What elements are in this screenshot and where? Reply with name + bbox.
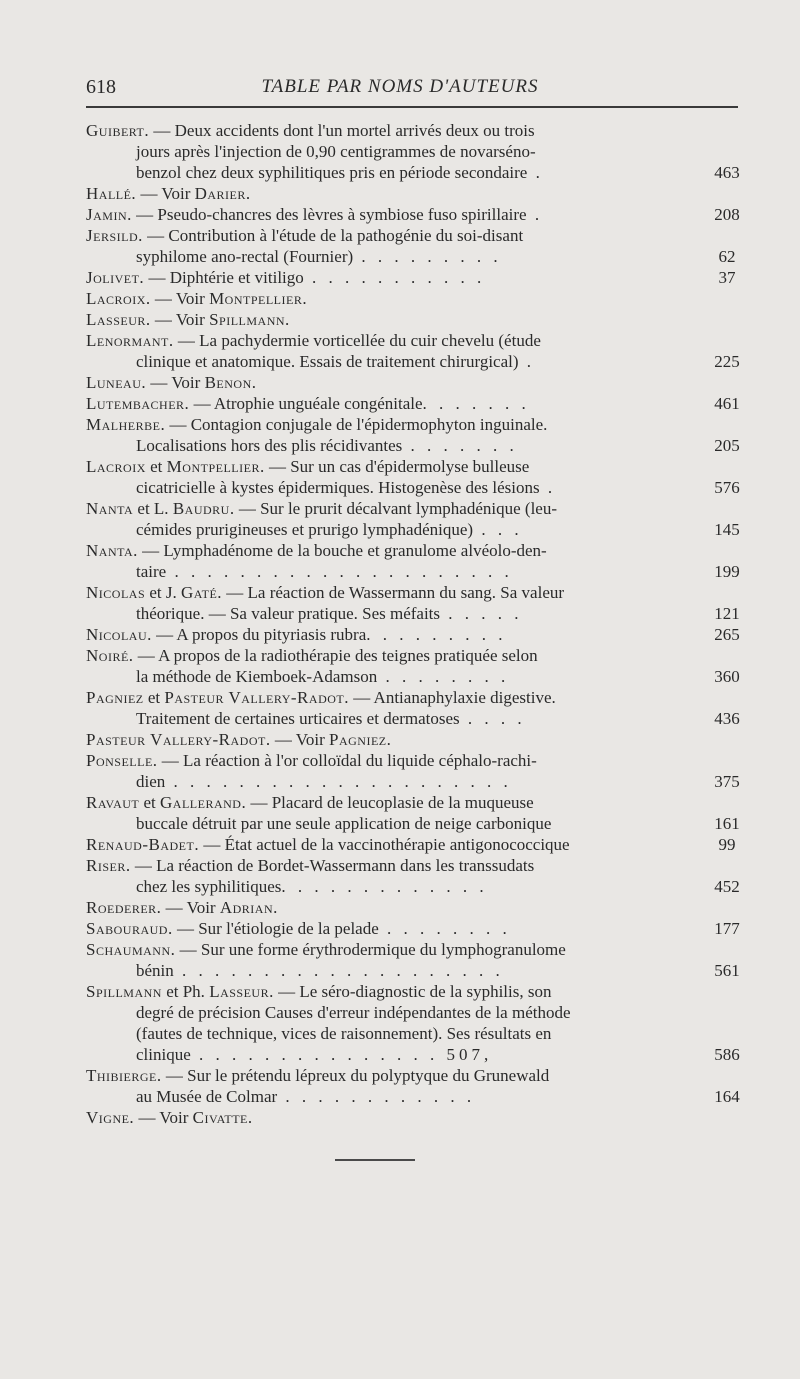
index-entry: [86, 582, 740, 624]
entry-text: la méthode de Kiemboek-Adamson: [136, 667, 378, 686]
entry-line: [86, 876, 740, 897]
author-index-list: [86, 120, 740, 1128]
entry-text: degré de précision Causes d'erreur indépendantes de la méthode: [136, 1003, 571, 1022]
entry-text: (fautes de technique, vices de raisonnement). Ses résultats en: [136, 1024, 552, 1043]
author-name: Noiré.: [86, 646, 134, 665]
dot-leader: . . . . . . . . .: [353, 247, 502, 266]
author-name: Malherbe.: [86, 415, 166, 434]
entry-line: [86, 330, 710, 351]
entry-line: [86, 1023, 710, 1044]
entry-line: [86, 582, 710, 603]
entry-line: [86, 1065, 710, 1086]
page-reference: 586: [714, 1045, 740, 1064]
author-name: Nanta: [86, 499, 134, 518]
entry-text: clinique et anatomique. Essais de traitement chirurgical): [136, 352, 519, 371]
author-name: Roederer.: [86, 898, 162, 917]
entry-text: benzol chez deux syphilitiques pris en période secondaire: [136, 163, 528, 182]
author-name: Jersild.: [86, 226, 143, 245]
dot-leader: . . .: [473, 520, 523, 539]
entry-line: [86, 162, 740, 183]
entry-text: — A propos du pityriasis rubra: [151, 625, 367, 644]
entry-text: — Diphtérie et vitiligo: [144, 268, 304, 287]
author-name: Jamin.: [86, 205, 132, 224]
index-entry: [86, 792, 740, 834]
author-name: Lasseur.: [86, 310, 151, 329]
entry-text: dien: [136, 772, 166, 791]
entry-text: et: [143, 688, 165, 707]
coauthor-name: Gaté.: [181, 583, 223, 602]
entry-text: — Sur le prurit décalvant lymphadénique (leu-: [234, 499, 558, 518]
entry-line: [86, 498, 710, 519]
dot-leader: . . . . . . . . . . . . .: [281, 877, 488, 896]
author-name: Luneau.: [86, 373, 147, 392]
entry-text: taire: [136, 562, 167, 581]
author-name: Jolivet.: [86, 268, 145, 287]
author-name: Pagniez: [86, 688, 144, 707]
author-name: Ravaut: [86, 793, 140, 812]
cross-reference: Spillmann.: [209, 310, 290, 329]
index-entry: [86, 288, 710, 309]
coauthor-name: Pasteur Vallery-Radot.: [164, 688, 349, 707]
entry-text: et: [145, 457, 167, 476]
author-name: Lacroix.: [86, 289, 151, 308]
entry-text: jours après l'injection de 0,90 centigrammes de novarséno-: [136, 142, 536, 161]
entry-line: [86, 267, 736, 288]
entry-line: [86, 1086, 740, 1107]
entry-text: — La réaction de Bordet-Wassermann dans les transsudats: [130, 856, 535, 875]
page-reference: 452: [714, 877, 740, 896]
entry-line: [86, 729, 710, 750]
entry-line: [86, 918, 740, 939]
entry-line: [86, 204, 740, 225]
entry-text: — Sur le prétendu lépreux du polyptyque du Grunewald: [161, 1066, 550, 1085]
entry-text: — Contagion conjugale de l'épidermophyton inguinale.: [165, 415, 548, 434]
cross-reference: Darier.: [194, 184, 251, 203]
index-entry: [86, 981, 740, 1065]
closing-rule: [335, 1159, 415, 1161]
entry-line: [86, 708, 740, 729]
entry-line: [86, 603, 740, 624]
index-entry: [86, 267, 736, 288]
page-reference: 576: [714, 478, 740, 497]
entry-text: — Voir: [136, 184, 195, 203]
entry-line: [86, 183, 710, 204]
entry-line: [86, 939, 710, 960]
index-entry: [86, 897, 710, 918]
entry-text: — État actuel de la vaccinothérapie antigonococcique: [199, 835, 570, 854]
entry-line: [86, 351, 740, 372]
entry-line: [86, 414, 710, 435]
dot-leader: . . . . . . . . . . . . . . . . . . . .: [173, 961, 504, 980]
entry-text: — La pachydermie vorticellée du cuir chevelu (étude: [173, 331, 541, 350]
index-entry: [86, 1107, 710, 1128]
entry-text: — Sur une forme érythrodermique du lymphogranulome: [175, 940, 566, 959]
entry-text: — Voir: [150, 310, 210, 329]
index-entry: [86, 120, 740, 183]
dot-leader: . . . . . . . . .: [366, 625, 507, 644]
entry-line: [86, 435, 740, 456]
entry-line: [86, 477, 740, 498]
dot-leader: . . . . . . . .: [377, 667, 510, 686]
author-name: Hallé.: [86, 184, 137, 203]
index-entry: [86, 687, 740, 729]
entry-text: et: [139, 793, 161, 812]
cross-reference: Civatte.: [192, 1108, 253, 1127]
page-reference: 208: [714, 205, 740, 224]
entry-line: [86, 225, 710, 246]
entry-text: — A propos de la radiothérapie des teignes pratiquée selon: [133, 646, 538, 665]
entry-text: clinique: [136, 1045, 191, 1064]
entry-text: — Le séro-diagnostic de la syphilis, son: [273, 982, 552, 1001]
entry-line: [86, 792, 710, 813]
entry-line: [86, 561, 740, 582]
entry-text: bénin: [136, 961, 174, 980]
entry-text: — Sur un cas d'épidermolyse bulleuse: [264, 457, 530, 476]
entry-text: — La réaction à l'or colloïdal du liquide céphalo-rachi-: [157, 751, 537, 770]
page-reference: 265: [714, 625, 740, 644]
entry-text: syphilome ano-rectal (Fournier): [136, 247, 354, 266]
entry-line: [86, 1002, 710, 1023]
dot-leader: . . . . .: [440, 604, 523, 623]
entry-line: [86, 624, 740, 645]
index-entry: [86, 750, 740, 792]
page-reference: 177: [714, 919, 740, 938]
entry-text: et L.: [133, 499, 173, 518]
dot-leader: .: [527, 163, 544, 182]
index-entry: [86, 855, 740, 897]
index-entry: [86, 729, 710, 750]
entry-line: [86, 456, 710, 477]
entry-text: Localisations hors des plis récidivantes: [136, 436, 403, 455]
entry-line: [86, 813, 740, 834]
entry-text: — Voir: [146, 373, 205, 392]
entry-line: [86, 1044, 740, 1065]
page-reference: 360: [714, 667, 740, 686]
author-name: Sabouraud.: [86, 919, 173, 938]
entry-text: et J.: [145, 583, 182, 602]
index-entry: [86, 540, 740, 582]
entry-text: — Lymphadénome de la bouche et granulome alvéolo-den-: [137, 541, 547, 560]
dot-leader: . . . . . . . .: [378, 919, 511, 938]
index-entry: [86, 414, 740, 456]
author-name: Renaud-Badet.: [86, 835, 200, 854]
entry-text: — Voir: [134, 1108, 193, 1127]
cross-reference: Pagniez.: [329, 730, 392, 749]
entry-line: [86, 855, 710, 876]
dot-leader: .: [539, 478, 557, 497]
author-name: Riser.: [86, 856, 131, 875]
entry-text: — Voir: [270, 730, 330, 749]
index-entry: [86, 834, 736, 855]
author-name: Lenormant.: [86, 331, 174, 350]
dot-leader: . . . . . . . . . . .: [303, 268, 486, 287]
entry-text: cicatricielle à kystes épidermiques. Histogenèse des lésions: [136, 478, 540, 497]
entry-line: [86, 897, 710, 918]
index-entry: [86, 1065, 740, 1107]
author-name: Nicolas: [86, 583, 146, 602]
entry-text: — Voir: [150, 289, 210, 308]
dot-leader: .: [518, 352, 536, 371]
page-reference: 164: [714, 1087, 740, 1106]
index-entry: [86, 372, 710, 393]
page-reference: 99: [718, 835, 736, 854]
entry-line: [86, 834, 736, 855]
entry-text: chez les syphilitiques: [136, 877, 282, 896]
author-name: Spillmann: [86, 982, 162, 1001]
running-title: TABLE PAR NOMS D'AUTEURS: [261, 76, 539, 97]
index-entry: [86, 624, 740, 645]
entry-text: théorique. — Sa valeur pratique. Ses méfaits: [136, 604, 441, 623]
author-name: Lacroix: [86, 457, 146, 476]
entry-text: Traitement de certaines urticaires et dermatoses: [136, 709, 460, 728]
page-reference: 225: [714, 352, 740, 371]
entry-line: [86, 960, 740, 981]
entry-text: — Contribution à l'étude de la pathogénie du soi-disant: [142, 226, 524, 245]
index-entry: [86, 183, 710, 204]
index-entry: [86, 456, 740, 498]
entry-line: [86, 750, 710, 771]
entry-text: — Placard de leucoplasie de la muqueuse: [246, 793, 534, 812]
page-number: 618: [86, 76, 116, 98]
entry-line: [86, 981, 710, 1002]
index-entry: [86, 645, 740, 687]
page-reference: 561: [714, 961, 740, 980]
entry-line: [86, 666, 740, 687]
coauthor-name: Baudru.: [172, 499, 235, 518]
entry-text: au Musée de Colmar: [136, 1087, 278, 1106]
entry-text: — Voir: [161, 898, 220, 917]
dot-leader: . . . . . . . . . . . . . . . 507,: [190, 1045, 493, 1064]
entry-line: [86, 393, 740, 414]
author-name: Ponselle.: [86, 751, 158, 770]
page-reference: 199: [714, 562, 740, 581]
page-reference: 62: [718, 247, 736, 266]
entry-text: — Sur l'étiologie de la pelade: [172, 919, 379, 938]
index-entry: [86, 225, 736, 267]
entry-line: [86, 309, 710, 330]
index-entry: [86, 498, 740, 540]
entry-text: et Ph.: [161, 982, 210, 1001]
entry-text: — Antianaphylaxie digestive.: [348, 688, 556, 707]
entry-line: [86, 687, 710, 708]
index-entry: [86, 939, 740, 981]
entry-line: [86, 645, 710, 666]
entry-text: — Pseudo-chancres des lèvres à symbiose fuso spirillaire: [131, 205, 527, 224]
coauthor-name: Lasseur.: [209, 982, 274, 1001]
entry-line: [86, 519, 740, 540]
author-name: Nanta.: [86, 541, 138, 560]
entry-text: — Deux accidents dont l'un mortel arrivés deux ou trois: [149, 121, 535, 140]
entry-line: [86, 372, 710, 393]
coauthor-name: Gallerand.: [160, 793, 247, 812]
dot-leader: . . . . . . .: [422, 394, 530, 413]
index-entry: [86, 330, 740, 372]
page-reference: 145: [714, 520, 740, 539]
entry-line: [86, 1107, 710, 1128]
author-name: Guibert.: [86, 121, 150, 140]
page-reference: 436: [714, 709, 740, 728]
entry-line: [86, 120, 710, 141]
author-name: Schaumann.: [86, 940, 176, 959]
entry-line: [86, 246, 736, 267]
dot-leader: .: [526, 205, 544, 224]
index-entry: [86, 309, 710, 330]
author-name: Vigne.: [86, 1108, 135, 1127]
entry-line: [86, 540, 710, 561]
header-rule: [86, 106, 738, 108]
entry-text: cémides prurigineuses et prurigo lymphadénique): [136, 520, 474, 539]
page-reference: 161: [714, 814, 740, 833]
cross-reference: Adrian.: [219, 898, 278, 917]
page-reference: 37: [718, 268, 736, 287]
entry-text: buccale détruit par une seule application de neige carbonique: [136, 814, 552, 833]
entry-line: [86, 288, 710, 309]
author-name: Lutembacher.: [86, 394, 190, 413]
coauthor-name: Montpellier.: [166, 457, 265, 476]
entry-text: — La réaction de Wassermann du sang. Sa valeur: [222, 583, 565, 602]
dot-leader: . . . .: [459, 709, 526, 728]
index-entry: [86, 918, 740, 939]
dot-leader: . . . . . . .: [402, 436, 518, 455]
page-reference: 375: [714, 772, 740, 791]
page-reference: 463: [714, 163, 740, 182]
author-name: Nicolau.: [86, 625, 152, 644]
author-name: Thibierge.: [86, 1066, 162, 1085]
index-entry: [86, 204, 740, 225]
cross-reference: Benon.: [204, 373, 257, 392]
entry-line: [86, 141, 710, 162]
entry-text: — Atrophie unguéale congénitale: [189, 394, 423, 413]
dot-leader: . . . . . . . . . . . . . . . . . . . . .: [165, 772, 512, 791]
dot-leader: . . . . . . . . . . . . . . . . . . . . .: [166, 562, 513, 581]
page-reference: 461: [714, 394, 740, 413]
index-entry: [86, 393, 740, 414]
page-reference: 121: [714, 604, 740, 623]
author-name: Pasteur Vallery-Radot.: [86, 730, 271, 749]
cross-reference: Montpellier.: [209, 289, 308, 308]
page-reference: 205: [714, 436, 740, 455]
entry-line: [86, 771, 740, 792]
dot-leader: . . . . . . . . . . . .: [277, 1087, 476, 1106]
